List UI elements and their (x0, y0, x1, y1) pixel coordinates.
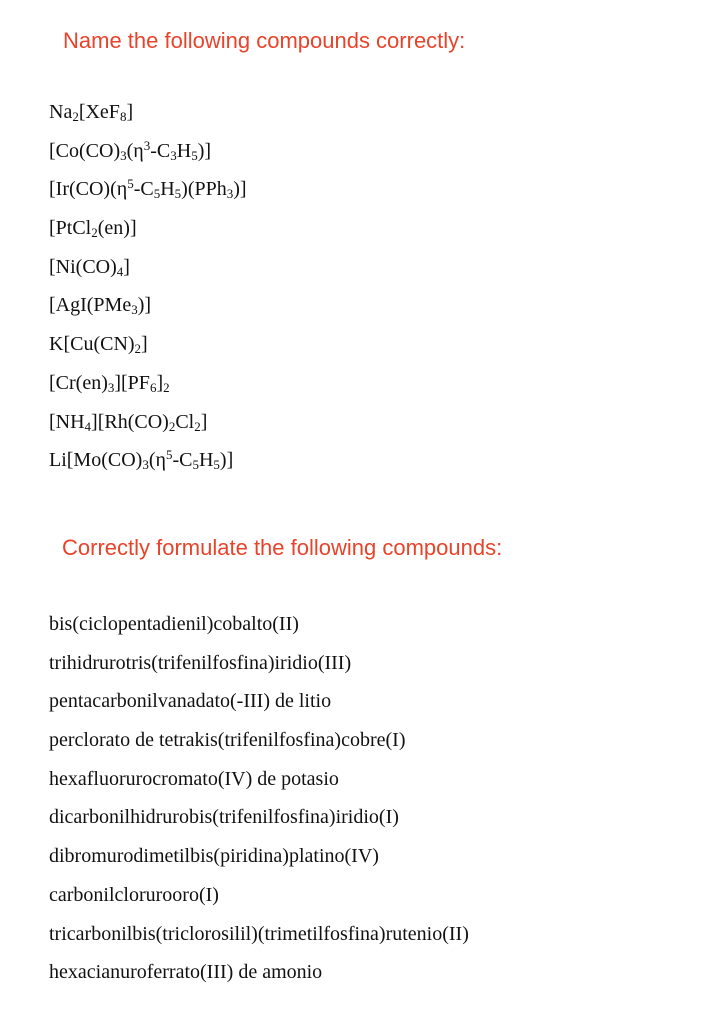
compound-name-list (49, 612, 469, 999)
formula-item: $Li[Mo(CO)_3(\eta^5-C_5H_5)]$ (49, 447, 234, 473)
compound-name-item: bis(ciclopentadienil)cobalto(II) (49, 613, 299, 635)
formula-item: $[Ni(CO)_4]$ (49, 255, 130, 279)
compound-name-item: dicarbonilhidrurobis(trifenilfosfina)iridio(I) (49, 806, 399, 829)
formula-item: $[Ir(CO)(\eta^5-C_5H_5)(PPh_3)]$ (49, 176, 247, 202)
formula-item: $[NH_4][Rh(CO)_2Cl_2]$ (49, 410, 208, 434)
formula-item: [AgI(PMe$_3$)] (49, 294, 152, 318)
compound-name-item: tricarbonilbis(triclorosilil)(trimetilfosfina)rutenio(II) (49, 922, 469, 945)
compound-name-item: hexacianuroferrato(III) de amonio (49, 961, 323, 984)
formula-item: $[Cr(en)_3][PF_6]_2$ (49, 371, 170, 395)
formula-list (49, 100, 247, 487)
section-heading-formulate-compounds: Correctly formulate the following compounds: (62, 535, 503, 560)
formula-item: $K[Cu(CN)_2]$ (49, 333, 148, 357)
formula-item: $[Co(CO)_3(\eta^3-C_3H_5)]$ (49, 137, 212, 163)
compound-name-item: hexafluorurocromato(IV) de potasio (49, 767, 339, 790)
formula-item: [PtCl$_2$(en)] (49, 217, 137, 241)
compound-name-item: trihidrurotris(trifenilfosfina)iridio(III) (49, 651, 352, 674)
formula-item: $Na_2[XeF_8]$ (49, 101, 134, 124)
compound-name-item: pentacarbonilvanadato(-III) de litio (49, 690, 332, 713)
compound-name-item: dibromurodimetilbis(piridina)platino(IV) (49, 845, 379, 868)
compound-name-item: carbonilclorurooro(I) (49, 883, 219, 906)
section-heading-name-compounds: Name the following compounds correctly: (63, 28, 466, 53)
compound-name-item: perclorato de tetrakis(trifenilfosfina)cobre(I) (49, 729, 406, 752)
